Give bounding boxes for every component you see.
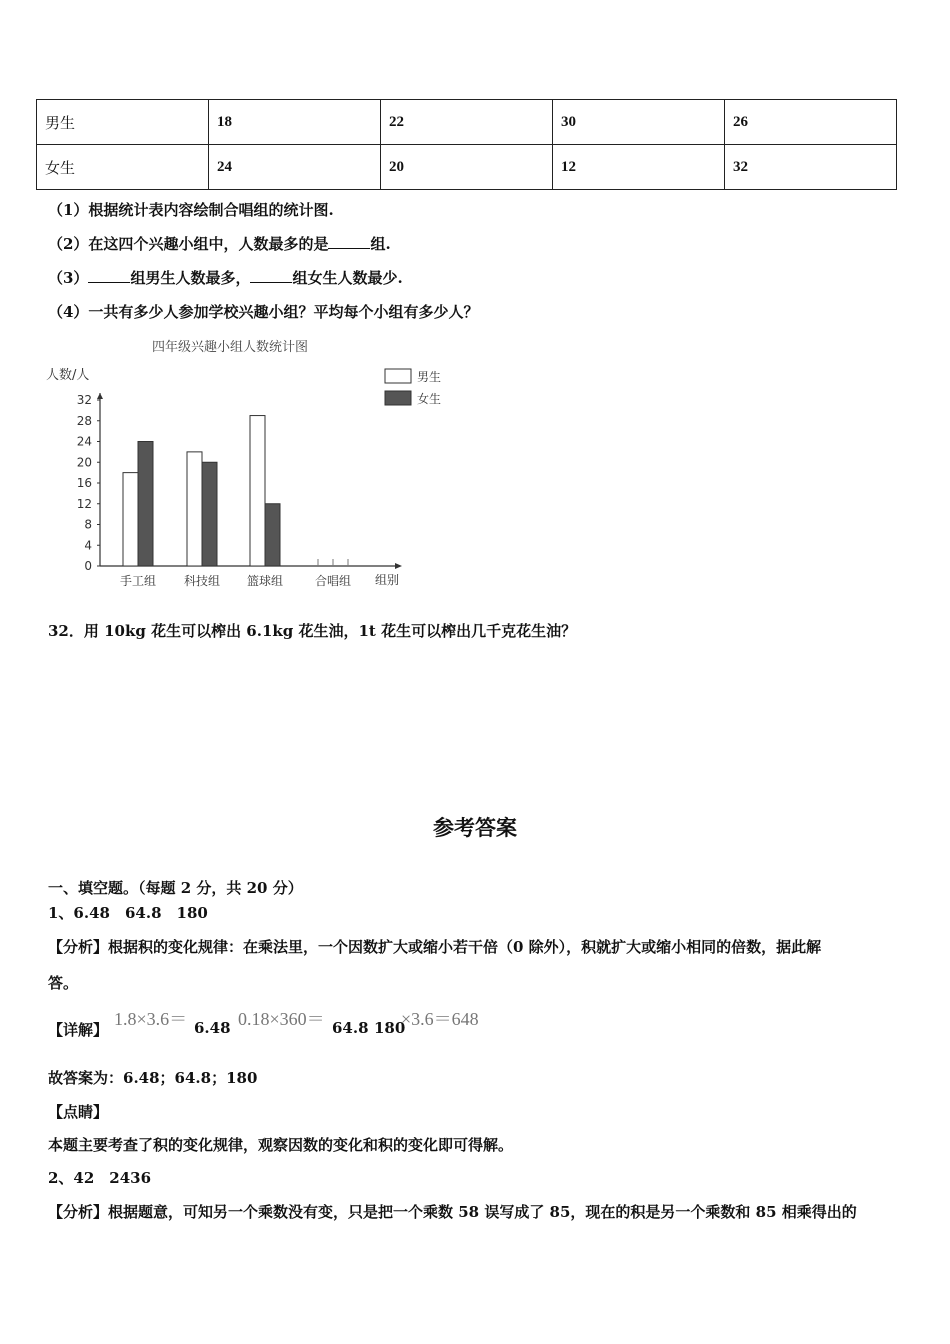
question-1: （1）根据统计表内容绘制合唱组的统计图.	[48, 201, 334, 219]
question-4: （4）一共有多少人参加学校兴趣小组？平均每个小组有多少人？	[48, 303, 479, 321]
legend-label-boys: 男生	[417, 370, 442, 384]
y-tick-label: 28	[76, 413, 92, 428]
question-2	[48, 233, 391, 254]
question-3	[48, 267, 403, 288]
x-tick-label: 篮球组	[246, 574, 284, 588]
section-heading: 一、填空题。（每题 2 分，共 20 分）	[48, 879, 303, 897]
x-axis-arrow	[395, 563, 402, 569]
table-row	[37, 145, 897, 190]
bar	[265, 504, 280, 566]
legend-swatch-boys	[385, 369, 411, 383]
y-axis-arrow	[97, 393, 103, 399]
answer-title: 参考答案	[433, 815, 517, 840]
answer-1-analysis-cont: 答。	[48, 974, 79, 992]
answer-1-detail-label: 【详解】	[48, 1021, 109, 1039]
y-tick-label: 24	[76, 434, 92, 449]
table-cell: 26	[725, 100, 897, 145]
y-tick-label: 20	[76, 455, 92, 470]
question-3-mid: 组男生人数最多，	[130, 269, 251, 287]
bar-chart	[40, 333, 460, 598]
table-cell: 22	[381, 100, 553, 145]
question-3-suffix: 组女生人数最少.	[292, 269, 403, 287]
answer-blank	[328, 247, 370, 249]
table-cell: 32	[725, 145, 897, 190]
answer-1-tip-label: 【点睛】	[48, 1103, 109, 1121]
question-32: 32．用 10kg 花生可以榨出 6.1kg 花生油，1t 花生可以榨出几千克花生油？	[48, 622, 577, 640]
table-cell: 30	[553, 100, 725, 145]
math-expression: ×3.6＝648	[401, 1009, 479, 1029]
table-cell: 12	[553, 145, 725, 190]
bar	[187, 452, 202, 566]
y-tick-label: 8	[84, 517, 92, 532]
bar	[250, 416, 265, 566]
y-tick-label: 4	[84, 538, 92, 553]
answer-1-analysis: 【分析】根据积的变化规律：在乘法里，一个因数扩大或缩小若干倍（0 除外），积就扩大或缩小相同的倍数，据此解	[48, 938, 822, 956]
y-tick-label: 0	[84, 559, 92, 573]
stats-table	[36, 99, 897, 190]
table-cell: 20	[381, 145, 553, 190]
question-2-suffix: 组.	[370, 235, 391, 253]
legend-label-girls: 女生	[417, 392, 442, 406]
plot-area	[77, 393, 402, 588]
table-row	[37, 100, 897, 145]
x-tick-label: 手工组	[119, 574, 157, 588]
y-tick-label: 16	[76, 476, 92, 490]
answer-2-head: 2、42 2436	[48, 1169, 152, 1187]
row-label: 男生	[37, 100, 209, 145]
answer-1-conclusion: 故答案为：6.48；64.8；180	[48, 1069, 258, 1087]
math-expression: 1.8×3.6＝	[114, 1009, 188, 1029]
math-answer: 180	[374, 1019, 406, 1037]
math-answer: 6.48	[194, 1019, 231, 1037]
answer-1-head: 1、6.48 64.8 180	[48, 904, 208, 922]
answer-blank	[88, 281, 130, 283]
answer-blank	[250, 281, 292, 283]
answer-2-analysis: 【分析】根据题意，可知另一个乘数没有变，只是把一个乘数 58 误写成了 85，现在的积是另一个乘数和 85 相乘得出的	[48, 1203, 857, 1221]
bar	[123, 473, 138, 566]
answer-1-tip: 本题主要考查了积的变化规律，观察因数的变化和积的变化即可得解。	[48, 1136, 514, 1154]
x-tick-label: 合唱组	[314, 574, 352, 588]
chart-xlabel: 组别	[375, 573, 400, 587]
table-cell: 24	[209, 145, 381, 190]
y-tick-label: 32	[76, 393, 92, 407]
y-tick-label: 12	[76, 496, 92, 511]
math-answer: 64.8	[332, 1019, 369, 1037]
bar	[138, 442, 153, 567]
chart-title: 四年级兴趣小组人数统计图	[151, 340, 309, 355]
math-expression: 0.18×360＝	[238, 1009, 325, 1029]
table-cell: 18	[209, 100, 381, 145]
question-2-text: （2）在这四个兴趣小组中，人数最多的是	[48, 235, 329, 253]
legend-swatch-girls	[385, 391, 411, 405]
x-tick-label: 科技组	[183, 574, 221, 588]
chart-ylabel: 人数/人	[46, 368, 90, 383]
question-3-prefix: （3）	[48, 269, 89, 287]
row-label: 女生	[37, 145, 209, 190]
bar-chart-svg	[40, 333, 460, 598]
bar	[202, 462, 217, 566]
